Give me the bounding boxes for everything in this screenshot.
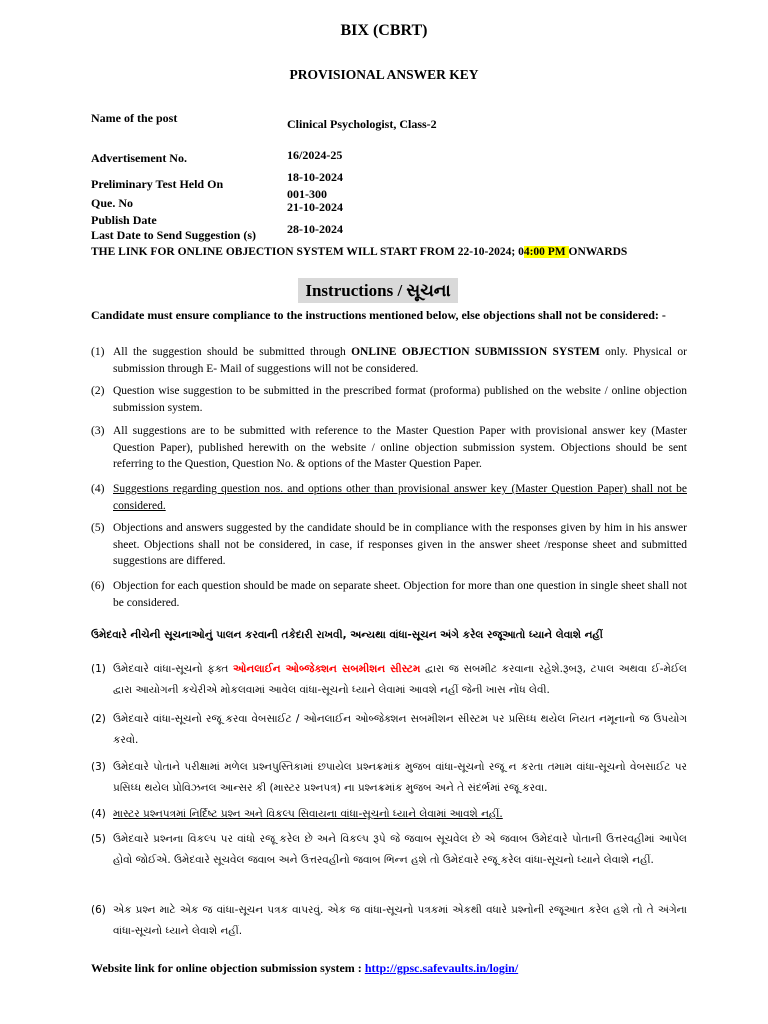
gujarati-instruction-6 bbox=[91, 900, 687, 942]
item-text-post: only. Physical or submission through E- Mail of suggestions will not be considered. bbox=[113, 346, 688, 375]
item-text: એક પ્રશ્ન માટે એક જ વાંધા-સૂચન પત્રક વાપરવું. એક જ વાંધા-સૂચનો પત્રકમાં એકથી વધારે પ્રશ્નોની રજૂઆત કરેલ હશે તો તે અંગેના વાંધા-સૂચનો ધ્યાને લેવાશે નહીં. bbox=[113, 904, 687, 937]
publish-date-label: Publish Date bbox=[91, 213, 157, 227]
item-text: માસ્ટર પ્રશ્નપત્રમાં નિર્દિષ્ટ પ્રશ્ન અને વિકલ્પ સિવાયના વાંધા-સૂચનો ધ્યાને લેવામાં આવશે નહીં. bbox=[113, 808, 503, 820]
item-text-bold: ONLINE OBJECTION SUBMISSION SYSTEM bbox=[351, 346, 600, 358]
item-text: ઉમેદવારે વાંધા-સૂચનો રજૂ કરવા વેબસાઈટ / ઓનલાઈન ઓબ્જેક્શન સબમીશન સીસ્ટમ પર પ્રસિધ્ધ થયેલ નિયત નમૂનાનો જ ઉપયોગ કરવો. bbox=[113, 713, 687, 746]
english-instruction-2 bbox=[91, 383, 687, 416]
question-range-label: Que. No bbox=[91, 196, 133, 210]
item-text: Question wise suggestion to be submitted in the prescribed format (proforma) published on the website / online objection submission system. bbox=[113, 385, 687, 414]
website-link-label: Website link for online objection submission system : bbox=[91, 961, 365, 975]
item-number: (5) bbox=[91, 522, 105, 534]
item-text: Objections and answers suggested by the candidate should be in compliance with the responses given by him in his answer sheet. Objections shall not be considered, in case, if responses given in the answer sheet /response sheet and submitted suggestions are differed. bbox=[113, 522, 687, 567]
last-date-value: 28-10-2024 bbox=[287, 222, 343, 236]
item-number: (1) bbox=[91, 663, 106, 675]
document-title: BIX (CBRT) bbox=[340, 22, 428, 39]
item-text-pre: All the suggestion should be submitted through bbox=[113, 346, 352, 358]
english-instruction-1 bbox=[91, 344, 687, 377]
item-number: (1) bbox=[91, 346, 105, 358]
item-text-red: ઓનલાઈન ઓબ્જેક્શન સબમીશન સીસ્ટમ bbox=[233, 663, 421, 675]
item-text: ઉમેદવારે પ્રશ્નના વિકલ્પ પર વાંધો રજૂ કરેલ છે અને વિકલ્પ રૂપે જે જવાબ સૂચવેલ છે એ જવાબ ઉમેદવારે પોતાની ઉત્તરવહીમાં આપેલ હોવો જોઈએ. ઉમેદવારે સૂચવેલ જવાબ અને ઉત્તરવહીનો જવાબ ભિન્ન હશે તો ઉમેદવારે રજૂ કરેલ વાંધા-સૂચનો ધ્યાને લેવાશે નહીં. bbox=[113, 833, 687, 866]
item-text: All suggestions are to be submitted with reference to the Master Question Paper with provisional answer key (Master Question Paper), published herewith on the website / online objection submission system. Objections should be sent referring to the Question, Question No. & options of the Master Question Paper. bbox=[113, 425, 687, 470]
item-text-post: દ્વારા જ સબમીટ કરવાના રહેશે.રૂબરૂ, ટપાલ અથવા ઈ-મેઈલ દ્વારા આયોગની કચેરીએ મોકલવામાં આવેલ વાંધા-સૂચનો ધ્યાને લેવામાં આવશે નહીં જેની ખાસ નોંધ લેવી. bbox=[113, 663, 687, 696]
document-subtitle: PROVISIONAL ANSWER KEY bbox=[289, 67, 479, 82]
english-instruction-4 bbox=[91, 481, 687, 514]
gujarati-instruction-1 bbox=[91, 659, 687, 701]
gujarati-instruction-4 bbox=[91, 804, 687, 825]
item-text: Suggestions regarding question nos. and options other than provisional answer key (Master Question Paper) shall not be considered. bbox=[113, 483, 687, 512]
english-instruction-6 bbox=[91, 578, 687, 611]
item-number: (6) bbox=[91, 904, 106, 916]
item-number: (4) bbox=[91, 483, 105, 495]
item-number: (5) bbox=[91, 833, 106, 845]
publish-date-value: 21-10-2024 bbox=[287, 200, 343, 214]
item-number: (4) bbox=[91, 808, 106, 820]
last-date-label: Last Date to Send Suggestion (s) bbox=[91, 228, 257, 242]
item-text: Objection for each question should be made on separate sheet. Objection for more than one question in single sheet shall not be considered. bbox=[113, 580, 687, 609]
english-instruction-3 bbox=[91, 423, 687, 473]
objection-link-notice bbox=[91, 246, 627, 258]
item-number: (3) bbox=[91, 425, 105, 437]
item-number: (2) bbox=[91, 385, 105, 397]
instructions-intro: Candidate must ensure compliance to the instructions mentioned below, else objections shall not be considered: - bbox=[91, 308, 666, 322]
item-number: (6) bbox=[91, 580, 105, 592]
link-notice-prefix: THE LINK FOR ONLINE OBJECTION SYSTEM WILL START FROM 22-10-2024; 0 bbox=[91, 246, 524, 258]
instructions-heading: Instructions / સૂચના bbox=[298, 278, 458, 303]
advertisement-value: 16/2024-25 bbox=[287, 148, 343, 162]
item-number: (3) bbox=[91, 761, 106, 773]
objection-website-link[interactable]: http://gpsc.safevaults.in/login/ bbox=[364, 961, 519, 975]
test-date-value: 18-10-2024 bbox=[287, 170, 343, 184]
link-notice-suffix: ONWARDS bbox=[568, 246, 628, 258]
test-date-label: Preliminary Test Held On bbox=[91, 177, 224, 191]
gujarati-intro: ઉમેદવારે નીચેની સૂચનાઓનું પાલન કરવાની તકેદારી રાખવી, અન્યથા વાંધા-સૂચન અંગે કરેલ રજૂઆતો ધ્યાને લેવાશે નહીં bbox=[91, 629, 603, 641]
gujarati-instruction-3 bbox=[91, 757, 687, 799]
item-number: (2) bbox=[91, 713, 106, 725]
website-link-line bbox=[91, 961, 518, 976]
post-name-value: Clinical Psychologist, Class-2 bbox=[287, 117, 437, 131]
item-text: ઉમેદવારે પોતાને પરીક્ષામાં મળેલ પ્રશ્નપુસ્તિકામાં છપાયેલ પ્રશ્નક્રમાંક મુજબ વાંધા-સૂચનો રજૂ ન કરતા તમામ વાંધા-સૂચનો વેબસાઈટ પર પ્રસિધ્ધ થયેલ પ્રોવિઝનલ આન્સર કી (માસ્ટર પ્રશ્નપત્ર) ના પ્રશ્નક્રમાંક મુજબ અને તે સંદર્ભમાં રજૂ કરવા. bbox=[113, 761, 687, 794]
link-notice-time: 4:00 PM bbox=[523, 246, 569, 258]
post-name-label: Name of the post bbox=[91, 111, 178, 125]
gujarati-instruction-5 bbox=[91, 829, 687, 871]
advertisement-label: Advertisement No. bbox=[91, 151, 187, 165]
question-range-value: 001-300 bbox=[287, 187, 327, 201]
gujarati-instruction-2 bbox=[91, 709, 687, 751]
item-text-pre: ઉમેદવારે વાંધા-સૂચનો ફક્ત bbox=[113, 663, 234, 675]
english-instruction-5 bbox=[91, 520, 687, 570]
